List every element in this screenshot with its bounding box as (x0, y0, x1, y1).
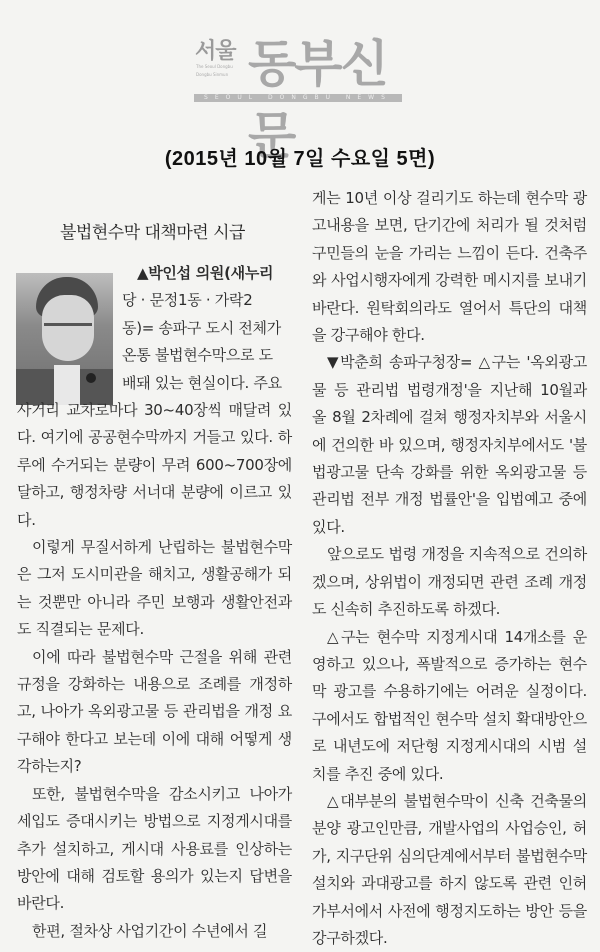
article-left-column (17, 397, 292, 945)
wrap-line: 동)= 송파구 도시 전체가 (122, 318, 281, 337)
article-headline: 불법현수막 대책마련 시급 (60, 223, 245, 243)
photo-glasses (44, 323, 92, 326)
wrap-line: 당 · 문정1동 · 가락2 (122, 291, 253, 310)
masthead-prefix: 서울 (195, 39, 236, 64)
article-left-wrap-text (122, 260, 292, 397)
paragraph: 이에 따라 불법현수막 근절을 위해 관련 규정을 강화하는 내용으로 조례를 개정하고, 나아가 옥외광고물 등 관리법을 개정 요구해야 한다고 보는데 이에 대해 어떻게 생각하는지? (17, 647, 292, 776)
paragraph: 게는 10년 이상 걸리기도 하는데 현수막 광고내용을 보면, 단기간에 처리가 될 것처럼 구민들의 눈을 가리는 느낌이 든다. 건축주와 사업시행자에게 강력한 메시지를 보내기 바란다. 원탁회의라도 열어서 특단의 대책을 강구해야 한다. (312, 189, 587, 345)
paragraph: △대부분의 불법현수막이 신축 건축물의 분양 광고인만큼, 개발사업의 사업승인, 허가, 지구단위 심의단계에서부터 불법현수막 설치와 과대광고를 하지 않도록 관련 인허가부서에서 사전에 행정지도하는 방안 등을 강구하겠다. (312, 791, 587, 947)
masthead-subtitle-1: The Seoul Dongbu (196, 64, 233, 69)
publication-dateline: (2015년 10월 7일 수요일 5면) (164, 148, 436, 170)
wrap-line: ▲박인섭 의원(새누리 (137, 264, 274, 282)
wrap-line: 온통 불법현수막으로 도 (122, 346, 273, 365)
microphone-icon (86, 373, 96, 383)
paragraph-mayor-answer: ▼박춘희 송파구청장= △구는 '옥외광고물 등 관리법 법령개정'을 지난해 10월과 올 8월 2차례에 걸쳐 행정자치부와 서울시에 건의한 바 있으며, 행정자치부에서도 '불법광고물 단속 강화를 위한 옥외광고물 등 관리법 전부 개정 법률안'을 입법예고 중에 있다. (312, 353, 587, 536)
masthead-subtitle-2: Dongbu Sinmun (196, 72, 229, 77)
paragraph: 한편, 절차상 사업기간이 수년에서 길 (32, 921, 268, 940)
masthead-banner: SEOUL DONGBU NEWS (194, 94, 402, 102)
paragraph: 또한, 불법현수막을 감소시키고 나아가 세입도 증대시키는 방법으로 지정게시대를 추가 설치하고, 게시대 사용료를 인상하는 방안에 대해 검토할 용의가 있는지 답변을 바란다. (17, 784, 292, 913)
councilman-photo (16, 273, 113, 405)
paragraph: △구는 현수막 지정게시대 14개소를 운영하고 있으나, 폭발적으로 증가하는 현수막 광고를 수용하기에는 어려운 실정이다. 구에서도 합법적인 현수막 설치 확대방안으로 내년도에 저단형 지정게시대의 시범 설치를 추진 중에 있다. (312, 627, 587, 783)
photo-face (42, 295, 94, 361)
paragraph: 앞으로도 법령 개정을 지속적으로 건의하겠으며, 상위법이 개정되면 관련 조례 개정도 신속히 추진하도록 하겠다. (312, 545, 587, 619)
article-right-column (312, 185, 587, 952)
paragraph: 이렇게 무질서하게 난립하는 불법현수막은 그저 도시미관을 해치고, 생활공해가 되는 것뿐만 아니라 주민 보행과 생활안전과도 직결되는 문제다. (17, 538, 292, 639)
wrap-line: 배돼 있는 현실이다. 주요 (122, 373, 282, 392)
paragraph: 사거리 교차로마다 30~40장씩 매달려 있다. 여기에 공공현수막까지 거들고 있다. 하루에 수거되는 분량이 무려 600~700장에 달하고, 행정차량 서너대 분량에 이르고 있다. (17, 401, 292, 529)
masthead-name: 동부신문 (248, 35, 387, 165)
